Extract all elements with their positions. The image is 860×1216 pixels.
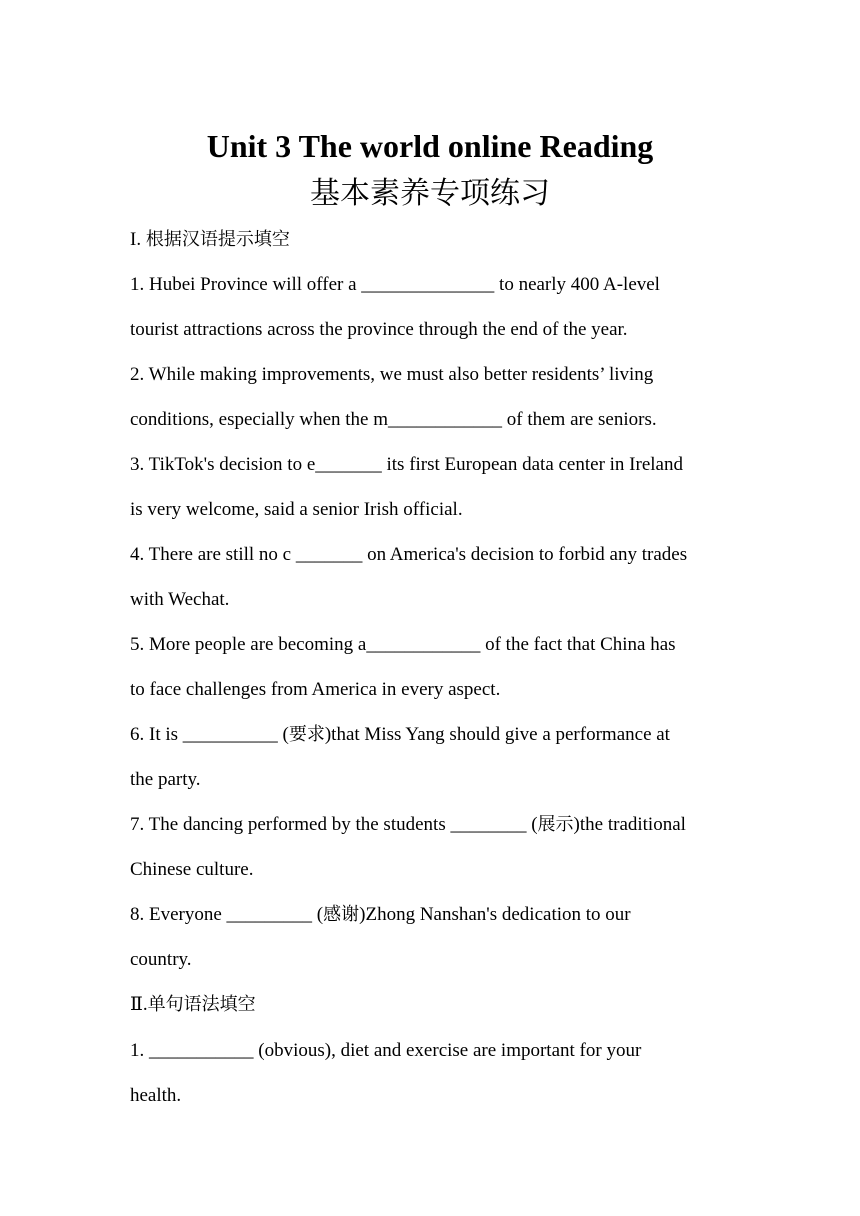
question-6-text-after: )that Miss Yang should give a performance at: [324, 724, 670, 745]
question-7-line-2: Chinese culture.: [130, 859, 254, 880]
question-1-line-2: tourist attractions across the province through the end of the year.: [130, 319, 628, 340]
section-2-title: 单句语法填空: [147, 994, 256, 1015]
question-8-text-before: 8. Everyone _________ (: [130, 904, 324, 925]
question-1-line-1: 1. Hubei Province will offer a ______________ to nearly 400 A-level: [130, 274, 660, 295]
section-1-title: 根据汉语提示填空: [145, 229, 290, 250]
question-2-line-2: conditions, especially when the m____________ of them are seniors.: [130, 409, 657, 430]
question-3-line-2: is very welcome, said a senior Irish official.: [130, 499, 463, 520]
grammar-question-1-line-2: health.: [130, 1085, 182, 1106]
question-5-line-1: 5. More people are becoming a____________ of the fact that China has: [130, 634, 676, 655]
question-6-hint: 要求: [288, 724, 325, 745]
question-6-line-2: the party.: [130, 769, 201, 790]
question-7-hint: 展示: [537, 814, 574, 835]
question-8-hint: 感谢: [323, 904, 360, 925]
question-8-text-after: )Zhong Nanshan's dedication to our: [359, 904, 631, 925]
question-2-line-1: 2. While making improvements, we must also better residents’ living: [130, 364, 654, 385]
section-2-heading: [130, 990, 256, 1020]
section-2-number: Ⅱ.: [130, 994, 148, 1015]
question-3-line-1: 3. TikTok's decision to e_______ its first European data center in Ireland: [130, 454, 683, 475]
grammar-question-1-line-1: 1. ___________ (obvious), diet and exercise are important for your: [130, 1040, 642, 1061]
question-8-line-2: country.: [130, 949, 192, 970]
question-7-line-1: [130, 810, 730, 840]
document-title: Unit 3 The world online Reading: [206, 128, 654, 164]
question-6-text-before: 6. It is __________ (: [130, 724, 289, 745]
section-1-number: I.: [130, 229, 146, 250]
section-1-heading: [130, 225, 290, 255]
question-8-line-1: [130, 900, 730, 930]
question-4-line-1: 4. There are still no c _______ on America's decision to forbid any trades: [130, 544, 688, 565]
question-7-text-after: )the traditional: [573, 814, 686, 835]
document-subtitle: 基本素养专项练习: [310, 176, 550, 211]
question-4-line-2: with Wechat.: [130, 589, 230, 610]
question-6-line-1: [130, 720, 730, 750]
question-5-line-2: to face challenges from America in every aspect.: [130, 679, 501, 700]
question-7-text-before: 7. The dancing performed by the students ________ (: [130, 814, 538, 835]
